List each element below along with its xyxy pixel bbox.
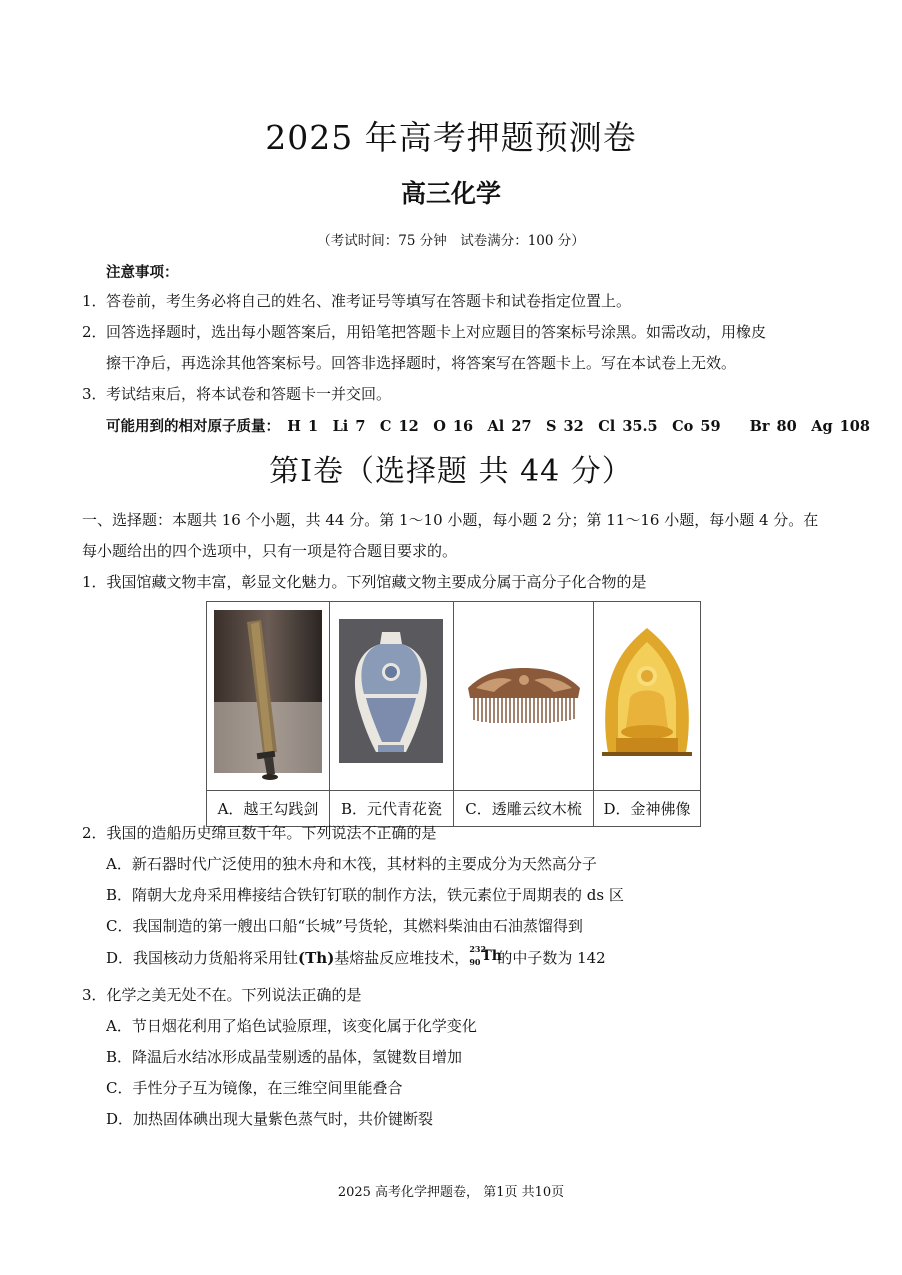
option-d-middle: 基熔盐反应堆技术， <box>334 949 470 967</box>
question-3-option-d: D．加热固体碘出现大量紫色蒸气时，共价键断裂 <box>106 1110 434 1128</box>
section-instructions: 一、选择题：本题共 16 个小题，共 44 分。第 1～10 小题，每小题 2 分；第 11～16 小题，每小题 4 分。在 <box>82 511 819 529</box>
note-text: 考试结束后，将本试卷和答题卡一并交回。 <box>106 385 392 403</box>
atomic-masses: 可能用到的相对原子质量： H 1 Li 7 C 12 O 16 Al 27 S 32 Cl 35.5 Co 59 Br 80 Ag 108 <box>106 418 870 435</box>
relic-image-cell <box>330 602 454 791</box>
page-footer: 2025 高考化学押题卷， 第1页 共10页 <box>337 1185 565 1200</box>
golden-buddha-image <box>594 602 700 786</box>
note-text: 答卷前，考生务必将自己的姓名、准考证号等填写在答题卡和试卷指定位置上。 <box>106 292 632 310</box>
part-title: 第Ⅰ卷（选择题 共 44 分） <box>269 454 633 489</box>
note-number: 1． <box>82 292 107 310</box>
question-3-option-c: C．手性分子互为镜像，在三维空间里能叠合 <box>106 1079 403 1097</box>
question-3-stem: 3．化学之美无处不在。下列说法正确的是 <box>82 986 362 1004</box>
note-number: 3． <box>82 385 107 403</box>
option-d-suffix: 的中子数为 142 <box>497 949 606 967</box>
relic-image-cell <box>454 602 594 791</box>
question-2-option-a: A．新石器时代广泛使用的独木舟和木筏，其材料的主要成分为天然高分子 <box>106 855 597 873</box>
subject-title: 高三化学 <box>400 179 501 208</box>
atomic-number: 90 <box>469 957 481 967</box>
element-symbol: Th <box>481 948 502 964</box>
relic-table <box>206 601 701 827</box>
question-2-stem: 2．我国的造船历史绵亘数千年。下列说法不正确的是 <box>82 824 437 842</box>
relic-image-cell <box>594 602 701 791</box>
question-3-option-b: B．降温后水结冰形成晶莹剔透的晶体，氢键数目增加 <box>106 1048 463 1066</box>
note-item-2-cont: 擦干净后，再选涂其他答案标号。回答非选择题时，将答案写在答题卡上。写在本试卷上无效。 <box>106 354 737 372</box>
relic-caption-d: D．金神佛像 <box>594 791 701 827</box>
exam-info: （考试时间：75 分钟 试卷满分：100 分） <box>317 233 585 249</box>
note-text: 回答选择题时，选出每小题答案后，用铅笔把答题卡上对应题目的答案标号涂黑。如需改动，用橡皮 <box>106 323 767 341</box>
question-2-option-c: C．我国制造的第一艘出口船“长城”号货轮，其燃料柴油由石油蒸馏得到 <box>106 917 583 935</box>
question-2-option-b: B．隋朝大龙舟采用榫接结合铁钉钉联的制作方法，铁元素位于周期表的 ds 区 <box>106 886 624 904</box>
bronze-sword-image <box>207 602 329 786</box>
note-item-3 <box>82 383 391 404</box>
relic-caption-c: C．透雕云纹木梳 <box>454 791 594 827</box>
relic-image-cell <box>207 602 330 791</box>
question-1-stem: 1．我国馆藏文物丰富，彰显文化魅力。下列馆藏文物主要成分属于高分子化合物的是 <box>82 573 647 591</box>
question-3-option-a: A．节日烟花利用了焰色试验原理，该变化属于化学变化 <box>106 1017 477 1035</box>
exam-title: 2025 年高考押题预测卷 <box>265 118 637 157</box>
note-number: 2． <box>82 323 107 341</box>
note-item-2 <box>82 321 766 342</box>
option-d-prefix: D．我国核动力货船将采用钍 <box>106 949 299 967</box>
question-2-option-d <box>106 944 606 968</box>
nuclide-notation <box>469 944 502 967</box>
thorium-symbol: (Th) <box>298 949 335 967</box>
note-item-1 <box>82 290 631 311</box>
section-instructions-cont: 每小题给出的四个选项中，只有一项是符合题目要求的。 <box>82 542 458 560</box>
notes-title: 注意事项： <box>106 264 179 281</box>
relic-caption-a: A．越王勾践剑 <box>207 791 330 827</box>
wooden-comb-image <box>454 602 593 786</box>
mass-number: 232 <box>469 944 487 954</box>
blue-white-porcelain-image <box>330 602 453 786</box>
relic-caption-b: B．元代青花瓷 <box>330 791 454 827</box>
